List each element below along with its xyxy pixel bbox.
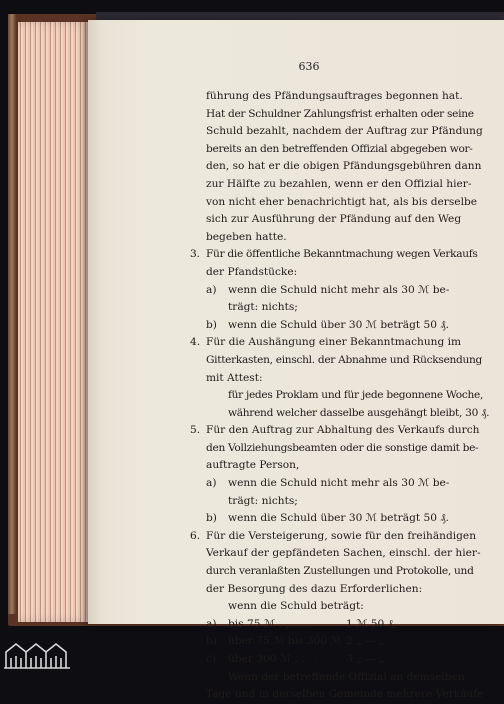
line-text: Gitterkasten, einschl. der Abnahme und Rücksendung [206, 353, 482, 366]
line-text: Hat der Schuldner Zahlungsfrist erhalten oder seine [206, 107, 474, 120]
fee-label: b) [206, 635, 217, 648]
line-text: Verkauf der gepfändeten Sachen, einschl. der hier- [206, 547, 481, 560]
text-line [190, 422, 485, 440]
text-line [190, 176, 485, 194]
fee-label: c) [206, 653, 217, 665]
text-line [190, 457, 485, 475]
text-line [190, 440, 485, 458]
line-text: Für die Versteigerung, sowie für den freihändigen [206, 529, 477, 542]
fee-row [190, 633, 485, 651]
line-text: zur Hälfte zu bezahlen, wenn er den Offizial hier- [206, 177, 472, 190]
line-text: Für die öffentliche Bekanntmachung wegen Verkaufs [206, 248, 478, 261]
text-line [190, 475, 485, 493]
line-text: auftragte Person, [206, 459, 300, 472]
text-line [190, 528, 485, 546]
book-spine-edge [8, 14, 16, 614]
page-number: 636 [298, 60, 320, 73]
text-line [190, 194, 485, 212]
text-line [190, 405, 490, 423]
text-line [190, 211, 485, 229]
text-line: Wenn der betreffende Offizial an demselben [228, 670, 465, 683]
fee-amount: 1 ℳ 50 ₰, [346, 617, 397, 630]
text-line [190, 106, 485, 124]
line-text: Für die Aushängung einer Bekanntmachung im [206, 336, 462, 349]
line-text: trägt: nichts; [228, 494, 298, 507]
line-text: bereits an den betreffenden Offizial abgegeben wor- [206, 142, 473, 155]
text-line [190, 317, 485, 335]
line-text: sich zur Ausführung der Pfändung auf den Weg [206, 213, 462, 226]
page-edges [18, 22, 92, 622]
fee-label: a) [206, 617, 217, 630]
text-line [190, 123, 485, 141]
line-text: wenn die Schuld nicht mehr als 30 ℳ be- [228, 283, 450, 296]
line-text: wenn die Schuld nicht mehr als 30 ℳ be- [228, 477, 450, 490]
page-text [190, 88, 490, 704]
library-logo-icon [2, 640, 72, 670]
text-line [190, 334, 485, 352]
line-text: der Besorgung des dazu Erforderlichen: [206, 582, 423, 595]
subitem-label: a) [206, 283, 217, 296]
subitem-label: b) [206, 318, 217, 331]
text-line [190, 387, 485, 405]
text-line [190, 581, 485, 599]
line-text: der Pfandstücke: [206, 265, 298, 278]
fee-range: bis 75 ℳ . , . . . [228, 617, 309, 630]
subitem-label: b) [206, 512, 217, 525]
subitem-label: a) [206, 477, 217, 490]
line-text: Für den Auftrag zur Abhaltung des Verkaufs durch [206, 424, 480, 437]
fee-range: über 300 ℳ . . . . [228, 653, 319, 665]
text-line [190, 282, 485, 300]
text-line [190, 299, 485, 317]
item-number: 6. [190, 529, 201, 542]
fee-amount: 3 „ — „ [346, 653, 385, 665]
text-line [190, 158, 485, 176]
text-line [190, 229, 485, 247]
text-line [190, 493, 485, 511]
line-text: wenn die Schuld beträgt: [228, 600, 364, 613]
item-number: 3. [190, 248, 200, 261]
line-text: von nicht eher benachrichtigt hat, als bis derselbe [206, 195, 478, 208]
text-line: Tage und in derselben Gemeinde mehrere Verkäufe [206, 688, 484, 701]
text-line [190, 510, 485, 528]
text-line [190, 563, 485, 581]
text-line [190, 141, 485, 159]
text-line [190, 598, 485, 616]
item-number: 5. [190, 424, 201, 437]
cover-top-border [96, 12, 504, 20]
fee-range: über 75 ℳ bis 300 ℳ [228, 635, 342, 648]
text-line [190, 264, 485, 282]
text-line [190, 545, 485, 563]
line-text: trägt: nichts; [228, 301, 298, 314]
line-text: wenn die Schuld über 30 ℳ beträgt 50 ₰. [228, 318, 449, 331]
item-number: 4. [190, 336, 201, 349]
text-line [190, 352, 485, 370]
fee-amount: 2 „ — „ [346, 635, 385, 648]
line-text: den Vollziehungsbeamten oder die sonstige damit be- [206, 441, 479, 454]
text-line [190, 370, 485, 388]
line-text: für jedes Proklam und für jede begonnene Woche, [228, 389, 484, 402]
fee-row [190, 651, 485, 669]
text-line [190, 88, 485, 106]
line-text: den, so hat er die obigen Pfändungsgebühren dann [206, 160, 482, 173]
line-text: während welcher dasselbe ausgehängt bleibt, 30 ₰. [228, 406, 490, 419]
line-text: durch veranlaßten Zustellungen und Protokolle, und [206, 565, 474, 578]
line-text: wenn die Schuld über 30 ℳ beträgt 50 ₰. [228, 512, 449, 525]
line-text: führung des Pfändungsauftrages begonnen hat. [206, 90, 463, 102]
text-line [190, 246, 485, 264]
line-text: mit Attest: [206, 371, 263, 384]
fee-row [190, 616, 485, 634]
line-text: begeben hatte. [206, 230, 287, 243]
line-text: Schuld bezahlt, nachdem der Auftrag zur Pfändung [206, 125, 483, 138]
